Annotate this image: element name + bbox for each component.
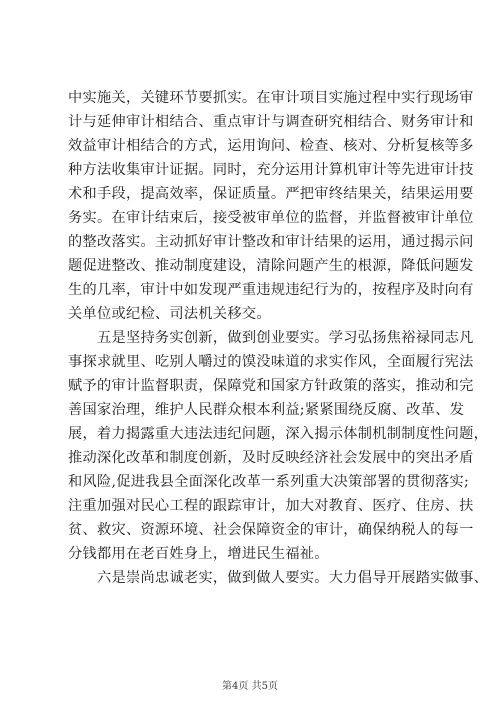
body-text-line: 和风险,促进我县全面深化改革一系列重大决策部署的贯彻落实; bbox=[68, 474, 470, 490]
page-number-footer: 第4页 共5页 bbox=[222, 681, 278, 692]
body-text-line: 注重加强对民心工程的跟踪审计，加大对教育、医疗、住房、扶 bbox=[68, 498, 474, 514]
paragraph-start-line: 五是坚持务实创新，做到创业要实。学习弘扬焦裕禄同志凡 bbox=[68, 330, 474, 346]
body-text-line: 贫、救灾、资源环境、社会保障资金的审计，确保纳税人的每一 bbox=[68, 522, 474, 538]
body-text-line: 计与延伸审计相结合、重点审计与调查研究相结合、财务审计和 bbox=[68, 114, 474, 130]
body-text-line: 关单位或纪检、司法机关移交。 bbox=[68, 306, 271, 322]
body-text-line: 善国家治理，维护人民群众根本利益;紧紧围绕反腐、改革、发 bbox=[68, 402, 465, 418]
body-text-line: 效益审计相结合的方式，运用询问、检查、核对、分析复核等多 bbox=[68, 138, 474, 154]
body-text-line: 赋予的审计监督职责，保障党和国家方针政策的落实，推动和完 bbox=[68, 378, 474, 394]
body-text-line: 的整改落实。主动抓好审计整改和审计结果的运用，通过揭示问 bbox=[68, 234, 474, 250]
body-text-line: 推动深化改革和制度创新，及时反映经济社会发展中的突出矛盾 bbox=[68, 450, 474, 466]
paragraph-start-line: 六是崇尚忠诚老实，做到做人要实。大力倡导开展踏实做事、 bbox=[68, 570, 489, 586]
body-text-line: 种方法收集审计证据。同时，充分运用计算机审计等先进审计技 bbox=[68, 162, 474, 178]
body-text-line: 分钱都用在老百姓身上，增进民生福祉。 bbox=[68, 546, 329, 562]
body-text-line: 题促进整改、推动制度建设，清除问题产生的根源，降低问题发 bbox=[68, 258, 474, 274]
body-text-line: 务实。在审计结束后，接受被审单位的监督，并监督被审计单位 bbox=[68, 210, 474, 226]
body-text-line: 术和手段，提高效率，保证质量。严把审终结果关，结果运用要 bbox=[68, 186, 474, 202]
body-text-line: 事探求就里、吃别人嚼过的馍没味道的求实作风，全面履行宪法 bbox=[68, 354, 474, 370]
body-text-line: 生的几率，审计中如发现严重违规违纪行为的，按程序及时向有 bbox=[68, 282, 474, 298]
body-text-line: 展，着力揭露重大违法违纪问题，深入揭示体制机制制度性问题， bbox=[68, 426, 489, 442]
body-text-line: 中实施关，关键环节要抓实。在审计项目实施过程中实行现场审 bbox=[68, 90, 474, 106]
